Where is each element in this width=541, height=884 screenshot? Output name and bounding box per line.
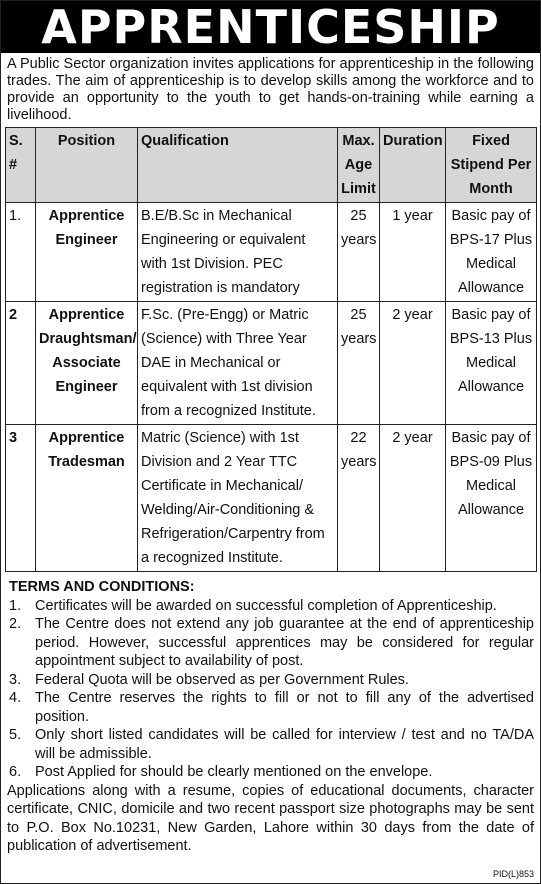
row-stipend: Basic pay of BPS-09 Plus Medical Allowance [446, 425, 537, 572]
publication-reference: PID(L)853 [492, 869, 534, 879]
intro-paragraph: A Public Sector organization invites applications for apprenticeship in the following trades. The aim of apprenticeship is to develop skills among the workforce and to provide an opportunity to the youth to get hands-on-training while earning a livelihood. [7, 56, 534, 123]
header-stipend: Fixed Stipend Per Month [446, 128, 537, 203]
row-stipend: Basic pay of BPS-13 Plus Medical Allowance [446, 302, 537, 425]
row-position: Apprentice Tradesman [36, 425, 138, 572]
term-text: The Centre does not extend any job guarantee at the end of apprenticeship period. However, successful apprentices may be considered for regular appointment subject to availability of post. [35, 616, 534, 669]
row-position: Apprentice Engineer [36, 203, 138, 302]
header-sno: S. # [6, 128, 36, 203]
term-item [9, 671, 534, 690]
row-qualification: F.Sc. (Pre-Engg) or Matric (Science) with Three Year DAE in Mechanical or equivalent with 1st division from a recognized Institute. [138, 302, 338, 425]
row-qualification: B.E/B.Sc in Mechanical Engineering or equivalent with 1st Division. PEC registration is mandatory [138, 203, 338, 302]
term-item [9, 763, 534, 782]
row-qualification: Matric (Science) with 1st Division and 2 Year TTC Certificate in Mechanical/ Welding/Air-Conditioning & Refrigeration/Carpentry from a recognized Institute. [138, 425, 338, 572]
row-duration: 2 year [380, 302, 446, 425]
table-header-row [6, 128, 537, 203]
term-text: Post Applied for should be clearly mentioned on the envelope. [35, 764, 433, 780]
header-qualification: Qualification [138, 128, 338, 203]
header-duration: Duration [380, 128, 446, 203]
term-number: 5. [9, 727, 22, 743]
term-text: The Centre reserves the rights to fill or not to fill any of the advertised position. [35, 690, 534, 725]
term-item [9, 597, 534, 616]
closing-paragraph: Applications along with a resume, copies of educational documents, character certificate, CNIC, domicile and two recent passport size photographs may be sent to P.O. Box No.10231, New Garden, Lahore within 30 days from the date of publication of advertisement. [7, 782, 534, 854]
row-age: 25 years [338, 302, 380, 425]
table-row [6, 302, 537, 425]
row-duration: 2 year [380, 425, 446, 572]
term-number: 6. [9, 764, 22, 780]
term-number: 4. [9, 690, 22, 706]
table-row [6, 203, 537, 302]
row-sno: 3 [6, 425, 36, 572]
positions-table [5, 127, 537, 572]
row-sno: 1. [6, 203, 36, 302]
header-position: Position [36, 128, 138, 203]
row-age: 22 years [338, 425, 380, 572]
row-duration: 1 year [380, 203, 446, 302]
term-text: Federal Quota will be observed as per Government Rules. [35, 671, 409, 688]
row-position: Apprentice Draughtsman/ Associate Engineer [36, 302, 138, 425]
row-sno: 2 [6, 302, 36, 425]
term-number: 2. [9, 616, 22, 632]
row-stipend: Basic pay of BPS-17 Plus Medical Allowance [446, 203, 537, 302]
header-age: Max. Age Limit [338, 128, 380, 203]
term-item [9, 689, 534, 726]
terms-heading: TERMS AND CONDITIONS: [9, 579, 195, 595]
table-row [6, 425, 537, 572]
term-text: Only short listed candidates will be called for interview / test and no TA/DA will be admissible. [35, 727, 534, 762]
row-age: 25 years [338, 203, 380, 302]
term-item [9, 615, 534, 671]
term-number: 1. [9, 597, 22, 614]
terms-section [1, 572, 540, 782]
term-item [9, 726, 534, 763]
term-number: 3. [9, 671, 22, 688]
page-title: APPRENTICESHIP [1, 1, 540, 53]
term-text: Certificates will be awarded on successful completion of Apprenticeship. [35, 597, 497, 614]
